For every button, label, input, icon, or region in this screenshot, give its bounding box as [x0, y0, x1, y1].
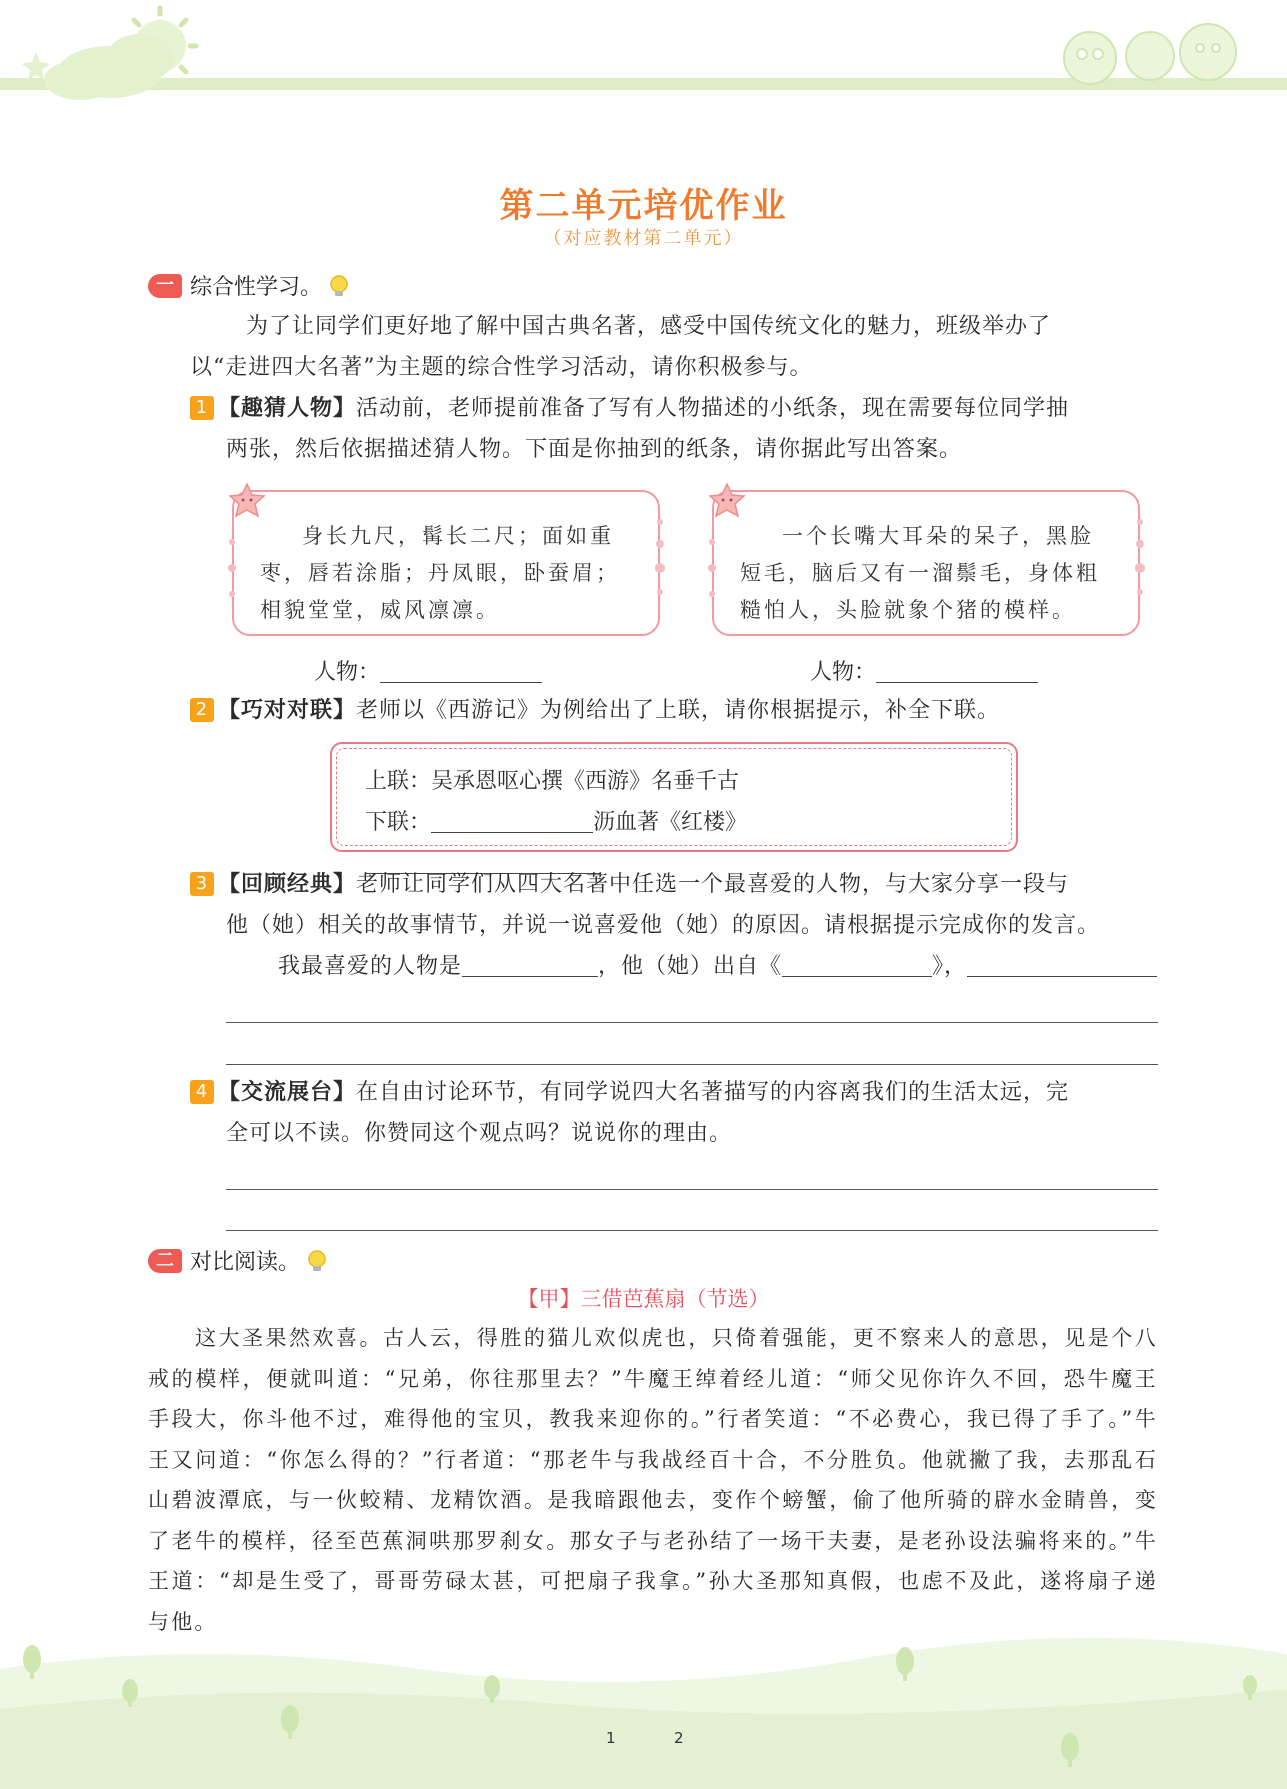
section-one-title: 综合性学习。 [190, 275, 323, 300]
footer-decoration [0, 1599, 1287, 1789]
answer-line[interactable] [226, 1064, 1158, 1065]
page-number-left: 1 [606, 1729, 616, 1747]
couplet-upper: 上联：吴承恩呕心撰《西游》名垂千古 [365, 769, 740, 794]
question-2-tag: 【巧对对联】 [218, 698, 357, 723]
intro-paragraph [190, 306, 1158, 388]
question-4-line-2: 全可以不读。你赞同这个观点吗？说说你的理由。 [226, 1121, 733, 1146]
couplet-blank-1[interactable] [431, 832, 593, 833]
star-face-icon [228, 482, 266, 518]
section-two-badge: 二 [148, 1249, 182, 1273]
question-4-tag: 【交流展台】 [218, 1080, 357, 1105]
fill-source-end: 》， [932, 954, 968, 979]
section-one-badge: 一 [148, 274, 182, 298]
decor-dots [1134, 512, 1146, 612]
decor-dots [706, 532, 718, 612]
clue-card-right-text: 一个长嘴大耳朵的呆子，黑脸短毛，脑后又有一溜鬃毛，身体粗糙怕人，头脸就象个猪的模样。 [740, 524, 1100, 622]
clue-card-right [712, 490, 1140, 636]
fill-source-book[interactable] [782, 976, 932, 977]
lightbulb-icon [328, 274, 350, 298]
cloud-icon [44, 34, 174, 100]
answer-right-label: 人物： [810, 660, 877, 685]
page-subtitle: （对应教材第二单元） [543, 228, 744, 249]
question-3-line-1: 老师让同学们从四大名著中任选一个最喜爱的人物，与大家分享一段与 [356, 872, 1070, 897]
answer-line[interactable] [226, 1022, 1158, 1023]
question-3 [190, 864, 1158, 987]
question-2-number: 2 [190, 698, 214, 722]
page-title: 第二单元培优作业 [499, 186, 788, 226]
section-one-heading [148, 270, 350, 301]
question-2-text: 老师以《西游记》为例给出了上联，请你根据提示，补全下联。 [356, 698, 1001, 723]
couplet-box [330, 742, 1018, 852]
fill-continuation[interactable] [967, 976, 1157, 977]
couplet-lower-middle: 沥血著《红楼》 [593, 810, 748, 835]
clue-card-left-text: 身长九尺，髯长二尺；面如重枣，唇若涂脂；丹凤眼，卧蚕眉；相貌堂堂，威风凛凛。 [260, 524, 620, 622]
answer-left [314, 655, 542, 686]
clue-card-left [232, 490, 660, 636]
decor-dots [654, 512, 666, 612]
fill-favorite-label: 我最喜爱的人物是 [278, 954, 463, 979]
intro-line-2: 以“走进四大名著”为主题的综合性学习活动，请你积极参与。 [190, 355, 813, 380]
section-two-title: 对比阅读。 [190, 1250, 301, 1275]
header-decoration [0, 0, 1287, 110]
lightbulb-icon [306, 1249, 328, 1273]
question-1-line-1: 活动前，老师提前准备了写有人物描述的小纸条，现在需要每位同学抽 [356, 396, 1070, 421]
question-3-line-2: 他（她）相关的故事情节，并说一说喜爱他（她）的原因。请根据提示完成你的发言。 [226, 913, 1101, 938]
answer-right [810, 655, 1038, 686]
section-two-heading [148, 1245, 328, 1276]
question-3-number: 3 [190, 872, 214, 896]
question-4-line-1: 在自由讨论环节，有同学说四大名著描写的内容离我们的生活太远，完 [356, 1080, 1070, 1105]
question-1 [190, 388, 1158, 470]
answer-line[interactable] [226, 1230, 1158, 1231]
page-number-right: 2 [674, 1729, 684, 1747]
answer-left-label: 人物： [314, 660, 381, 685]
star-face-icon [708, 482, 746, 518]
passage-text: 这大圣果然欢喜。古人云，得胜的猫儿欢似虎也，只倚着强能，更不察来人的意思，见是个八戒的模样，便就叫道：“兄弟，你往那里去？”牛魔王绰着经儿道：“师父见你许久不回，恐牛魔王手段大，你斗他不过，难得他的宝贝，教我来迎你的。”行者笑道：“不必费心，我已得了手了。”牛王又问道：“你怎么得的？”行者道：“那老牛与我战经百十合，不分胜负。他就撇了我，去那乱石山碧波潭底，与一伙蛟精、龙精饮酒。是我暗跟他去，变作个螃蟹，偷了他所骑的辟水金睛兽，变了老牛的模样，径至芭蕉洞哄那罗刹女。那女子与老孙结了一场干夫妻，是老孙设法骗将来的。”牛王道：“却是生受了，哥哥劳碌太甚，可把扇子我拿。”孙大圣那知真假，也虑不及此，遂将扇子递与他。 [148, 1326, 1158, 1634]
answer-line[interactable] [226, 1189, 1158, 1190]
question-3-fill-line [190, 946, 1158, 987]
question-1-number: 1 [190, 396, 214, 420]
answer-right-blank[interactable] [876, 682, 1038, 683]
fill-favorite-character[interactable] [462, 976, 598, 977]
decor-dots [226, 532, 238, 612]
question-2 [190, 690, 1158, 731]
question-4 [190, 1072, 1158, 1154]
question-1-line-2: 两张，然后依据描述猜人物。下面是你抽到的纸条，请你据此写出答案。 [226, 437, 963, 462]
animal-friends-icon [1064, 24, 1236, 84]
answer-left-blank[interactable] [380, 682, 542, 683]
intro-line-1: 为了让同学们更好地了解中国古典名著，感受中国传统文化的魅力，班级举办了 [246, 314, 1052, 339]
question-1-tag: 【趣猜人物】 [218, 396, 357, 421]
couplet-lower-prefix: 下联： [365, 810, 432, 835]
question-4-number: 4 [190, 1080, 214, 1104]
passage-title: 【甲】三借芭蕉扇（节选） [517, 1287, 770, 1311]
fill-source-label: ，他（她）出自《 [598, 954, 783, 979]
question-3-tag: 【回顾经典】 [218, 872, 357, 897]
